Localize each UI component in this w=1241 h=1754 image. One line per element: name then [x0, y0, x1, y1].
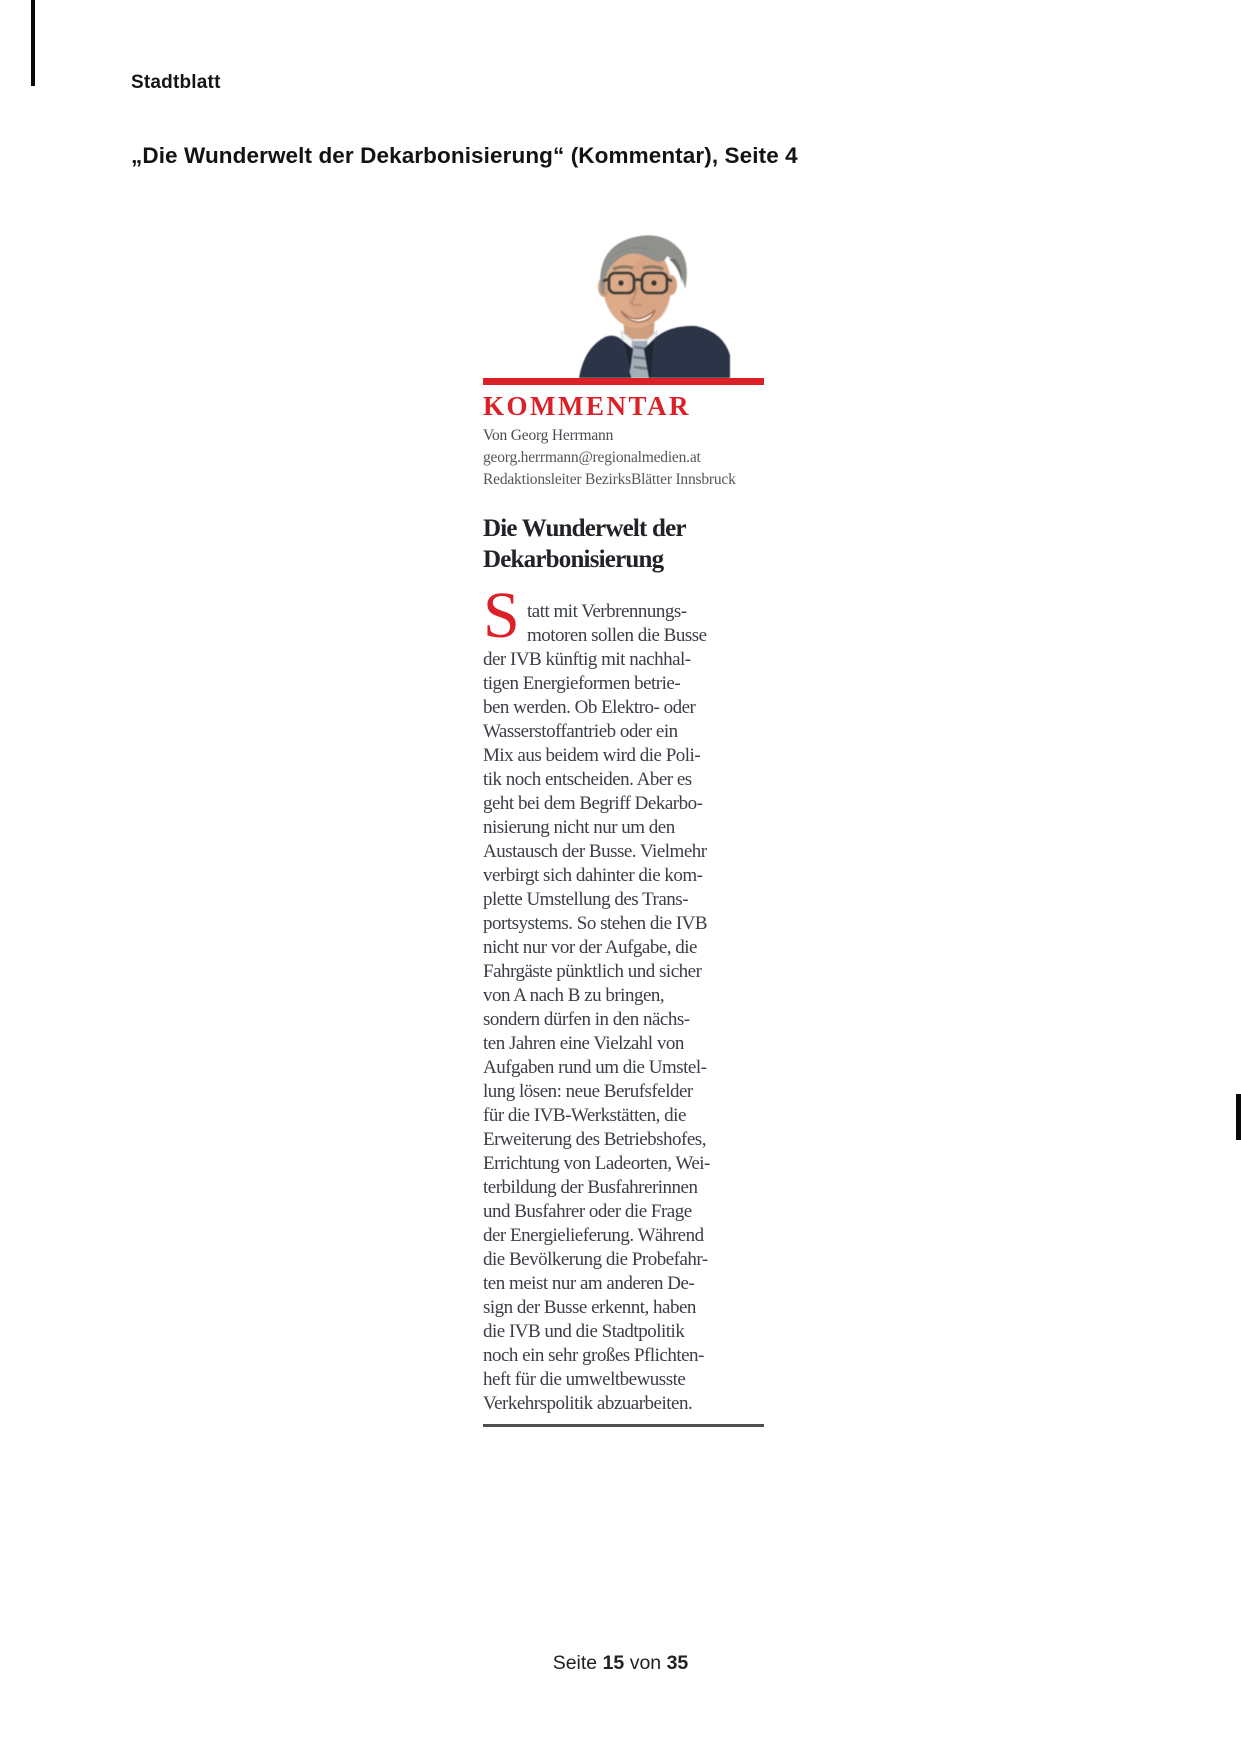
footer-label-page: Seite — [552, 1652, 598, 1674]
article-body-line: tatt mit Verbrennungs- — [527, 601, 687, 622]
article-title — [483, 513, 764, 575]
article-body-line: tik noch entscheiden. Aber es — [483, 769, 692, 790]
article-title-line: Die Wunderwelt der — [483, 515, 686, 542]
article-body-line: motoren sollen die Busse — [527, 625, 707, 646]
footer-current-page: 15 — [602, 1652, 625, 1674]
article-body-line: terbildung der Busfahrerinnen — [483, 1177, 698, 1198]
document-headline: „Die Wunderwelt der Dekarbonisierung“ (Kommentar), Seite 4 — [131, 143, 798, 168]
article-body-line: nisierung nicht nur um den — [483, 817, 675, 838]
article-body-line: Erweiterung des Betriebshofes, — [483, 1129, 706, 1150]
article-body-line: ten meist nur am anderen De- — [483, 1273, 695, 1294]
article-body-line: Errichtung von Ladeorten, Wei- — [483, 1153, 710, 1174]
portrait-photo — [483, 215, 764, 378]
author-role: Redaktionsleiter BezirksBlätter Innsbruck — [483, 471, 736, 488]
article-body-line: und Busfahrer oder die Frage — [483, 1201, 692, 1222]
article-body-line: der IVB künftig mit nachhal- — [483, 649, 691, 670]
article-body-line: ben werden. Ob Elektro- oder — [483, 697, 696, 718]
article-body-line: Aufgaben rund um die Umstel- — [483, 1057, 707, 1078]
portrait-photo-illustration — [483, 215, 764, 378]
article-body-line: tigen Energieformen betrie- — [483, 673, 681, 694]
article-body-line: geht bei dem Begriff Dekarbo- — [483, 793, 703, 814]
article-body-line: ten Jahren eine Vielzahl von — [483, 1033, 684, 1054]
newspaper-clipping — [483, 215, 764, 1427]
article-body-line: von A nach B zu bringen, — [483, 985, 665, 1006]
article-body-line: Verkehrspolitik abzuarbeiten. — [483, 1393, 693, 1414]
article-body-line: portsystems. So stehen die IVB — [483, 913, 708, 934]
article-body-line: sign der Busse erkennt, haben — [483, 1297, 696, 1318]
red-divider — [483, 378, 764, 385]
page-header-brand: Stadtblatt — [131, 72, 221, 93]
article-body-line: Fahrgäste pünktlich und sicher — [483, 961, 702, 982]
article-body-line: noch ein sehr großes Pflichten- — [483, 1345, 704, 1366]
footer-total-pages: 35 — [666, 1652, 689, 1674]
article-body-line: Mix aus beidem wird die Poli- — [483, 745, 701, 766]
author-credit — [483, 425, 764, 491]
article-body-line: der Energielieferung. Während — [483, 1225, 704, 1246]
author-byline: Von Georg Herrmann — [483, 427, 614, 444]
article-body-line: die IVB und die Stadtpolitik — [483, 1321, 685, 1342]
scan-artifact — [31, 0, 35, 86]
article-body-line: Austausch der Busse. Vielmehr — [483, 841, 707, 862]
drop-cap: S — [483, 579, 520, 652]
article-body-line: sondern dürfen in den nächs- — [483, 1009, 690, 1030]
article-body-line: plette Umstellung des Trans- — [483, 889, 689, 910]
article-body-line: für die IVB-Werkstätten, die — [483, 1105, 686, 1126]
footer-label-of: von — [629, 1652, 662, 1674]
article-body-line: verbirgt sich dahinter die kom- — [483, 865, 703, 886]
author-email: georg.herrmann@regionalmedien.at — [483, 449, 701, 466]
kicker-kommentar: KOMMENTAR — [483, 391, 691, 421]
article-body — [483, 579, 764, 1416]
article-end-rule — [483, 1424, 764, 1427]
article-body-line: lung lösen: neue Berufsfelder — [483, 1081, 693, 1102]
scan-artifact — [1236, 1094, 1241, 1140]
portrait-jacket-left — [579, 336, 631, 378]
article-body-lines — [483, 600, 764, 1416]
article-body-line: Wasserstoffantrieb oder ein — [483, 721, 678, 742]
article-title-line: Dekarbonisierung — [483, 546, 664, 573]
article-body-line: die Bevölkerung die Probefahr- — [483, 1249, 708, 1270]
page-footer — [0, 1652, 1241, 1675]
portrait-jacket-right — [649, 326, 730, 378]
article-body-line: nicht nur vor der Aufgabe, die — [483, 937, 697, 958]
article-body-line: heft für die umweltbewusste — [483, 1369, 686, 1390]
